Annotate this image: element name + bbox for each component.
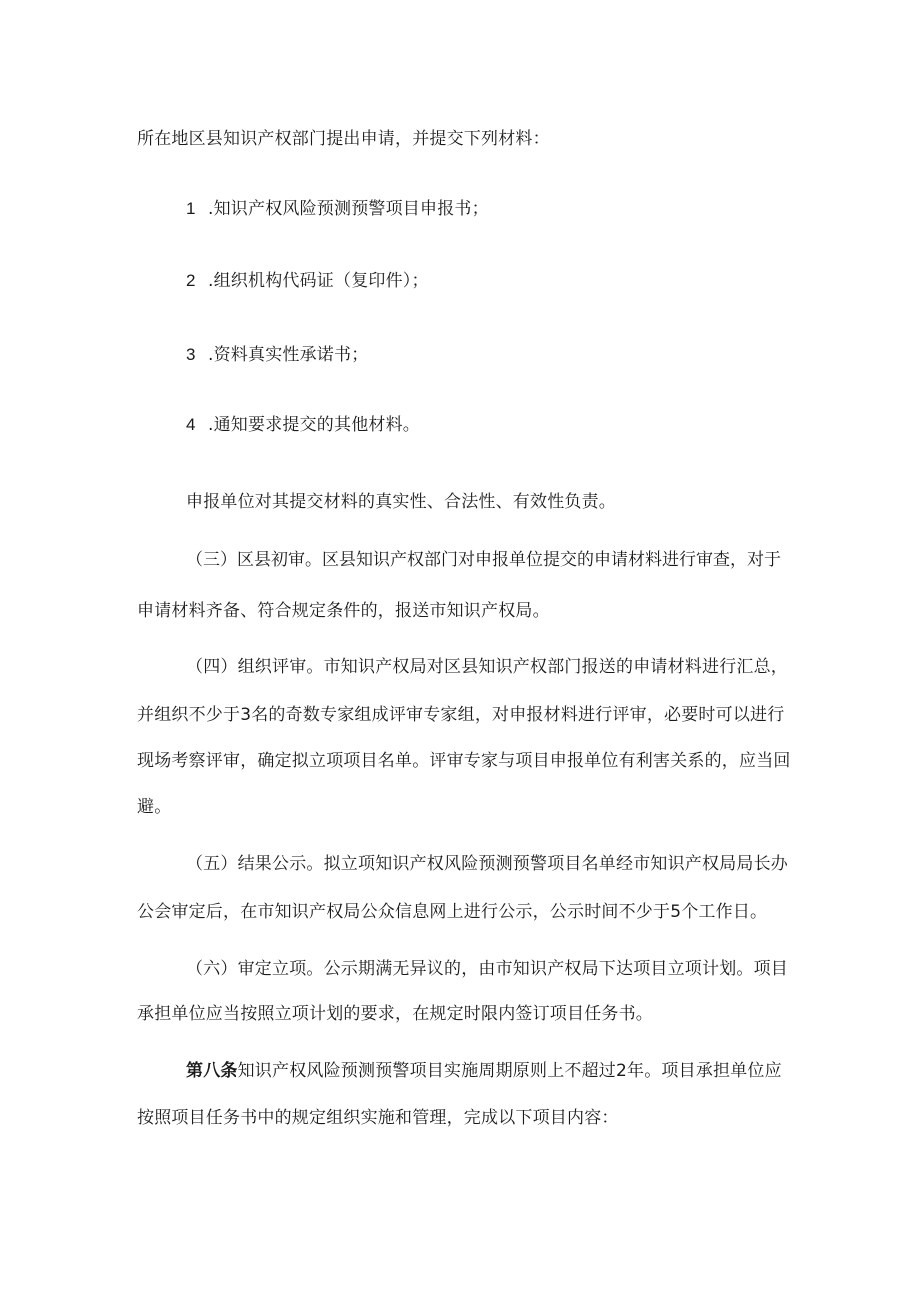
section-3-line-1: （三）区县初审。区县知识产权部门对申报单位提交的申请材料进行审查，对于 [186, 550, 781, 570]
intro-line: 所在地区县知识产权部门提出申请，并提交下列材料： [137, 129, 550, 149]
section-5-line-1: （五）结果公示。拟立项知识产权风险预测预警项目名单经市知识产权局局长办 [186, 854, 788, 874]
material-item-1 [186, 198, 489, 220]
section-4-line-3: 现场考察评审，确定拟立项项目名单。评审专家与项目申报单位有利害关系的，应当回 [137, 751, 791, 771]
article-8-label: 第八条 [186, 1061, 238, 1081]
material-number: 3 [186, 345, 196, 364]
section-6-line-1: （六）审定立项。公示期满无异议的，由市知识产权局下达项目立项计划。项目 [186, 959, 788, 979]
section-4-line-4: 避。 [137, 797, 172, 817]
material-item-3 [186, 344, 368, 366]
article-8-line-1 [186, 1060, 782, 1082]
section-3 [186, 549, 781, 584]
responsibility-line: 申报单位对其提交材料的真实性、合法性、有效性负责。 [186, 492, 616, 512]
material-number: 4 [186, 415, 196, 434]
material-text: .资料真实性承诺书； [208, 345, 369, 365]
section-6-line-2: 承担单位应当按照立项计划的要求，在规定时限内签订项目任务书。 [137, 1004, 653, 1024]
material-item-4 [186, 414, 420, 436]
section-4-line-1: （四）组织评审。市知识产权局对区县知识产权部门报送的申请材料进行汇总， [186, 657, 788, 677]
material-text: .组织机构代码证（复印件）； [208, 271, 429, 291]
material-number: 2 [186, 271, 196, 290]
article-8-text: 知识产权风险预测预警项目实施周期原则上不超过2年。项目承担单位应 [237, 1061, 782, 1081]
material-item-2 [186, 270, 429, 292]
article-8-line-2: 按照项目任务书中的规定组织实施和管理，完成以下项目内容： [137, 1108, 619, 1128]
material-number: 1 [186, 199, 196, 218]
material-text: .通知要求提交的其他材料。 [208, 415, 421, 435]
material-text: .知识产权风险预测预警项目申报书； [208, 199, 489, 219]
section-5-line-2: 公会审定后，在市知识产权局公众信息网上进行公示，公示时间不少于5个工作日。 [137, 902, 768, 922]
section-4-line-2: 并组织不少于3名的奇数专家组成评审专家组，对申报材料进行评审，必要时可以进行 [137, 705, 785, 725]
section-3-line-2: 申请材料齐备、符合规定条件的，报送市知识产权局。 [137, 601, 550, 621]
